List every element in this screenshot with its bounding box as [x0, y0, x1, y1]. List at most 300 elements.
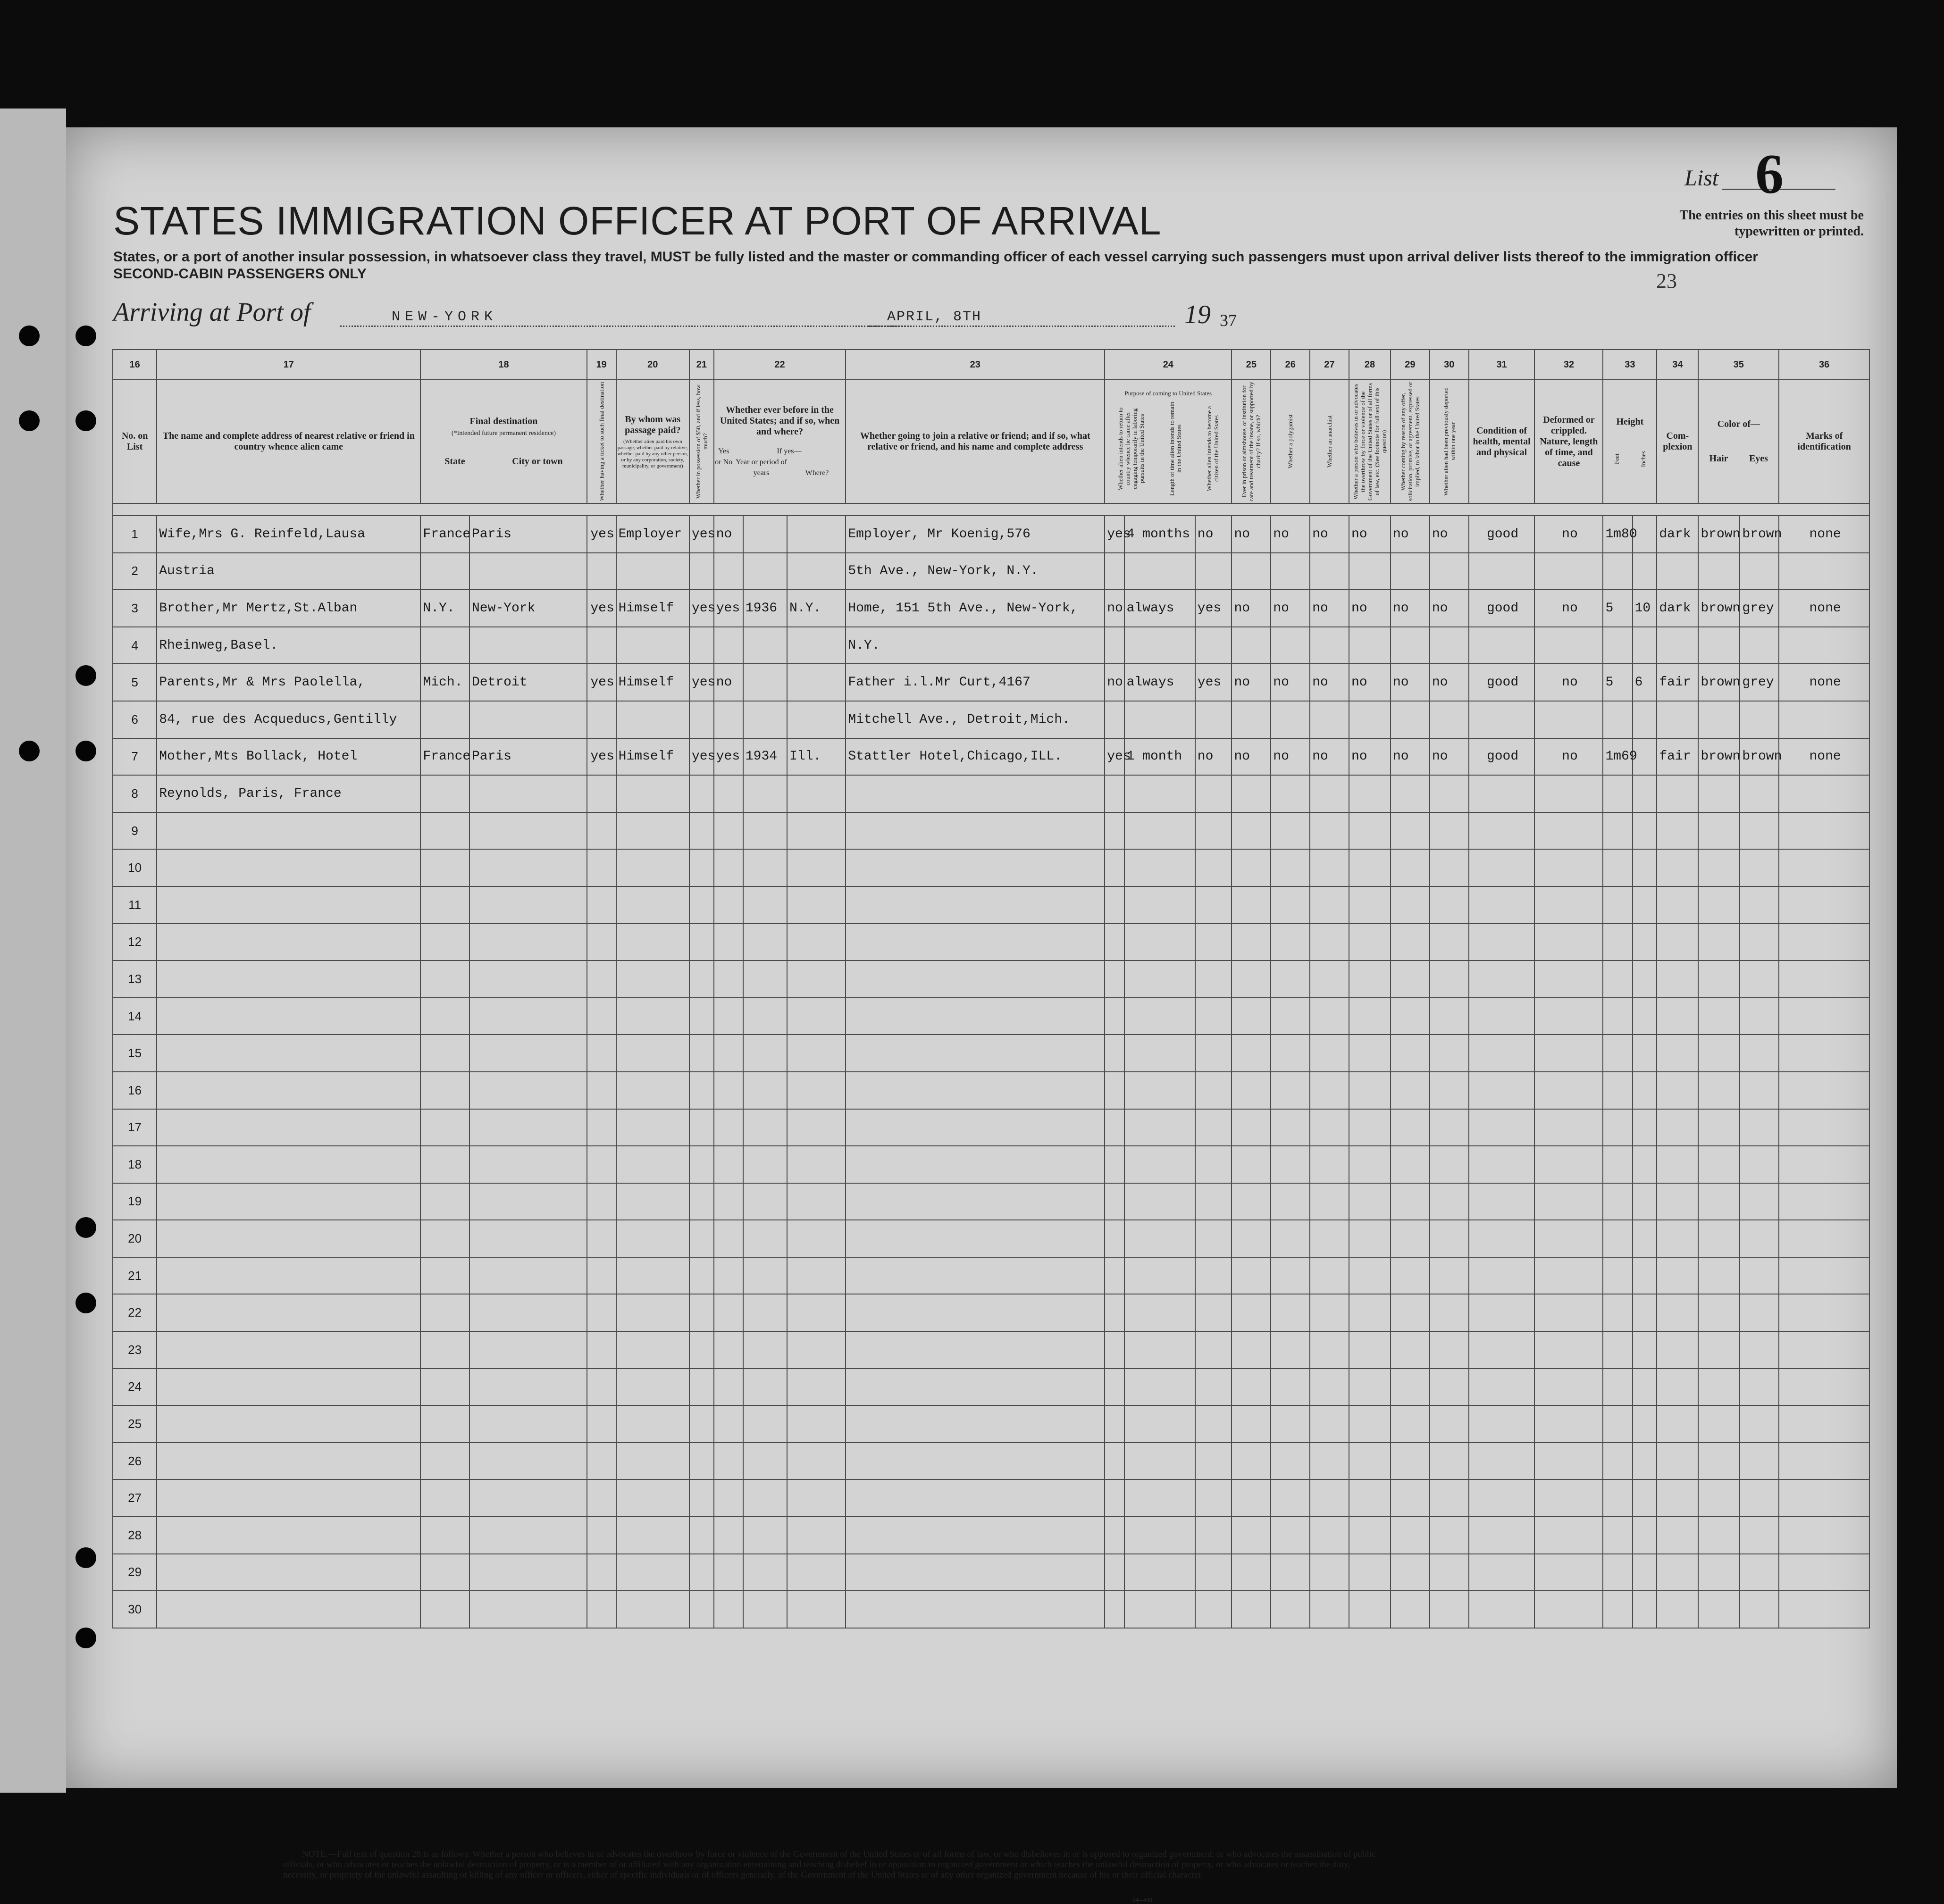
cell-joining	[846, 1035, 1105, 1072]
cell-hair: brown	[1698, 664, 1740, 701]
cell-feet	[1603, 812, 1632, 850]
colnum: 20	[616, 350, 689, 380]
cell-c26	[1271, 775, 1310, 812]
cell-city	[469, 553, 587, 590]
paid-by-note: (Whether alien paid his own passage, whether paid by relative, whether paid by any other person, or by any corporation, society, municipality, or government)	[617, 438, 688, 469]
cell-marks	[1779, 1591, 1869, 1628]
cell-c27: no	[1310, 664, 1349, 701]
cell-health: good	[1469, 664, 1535, 701]
cell-p1	[1105, 1405, 1124, 1443]
cell-where	[787, 1146, 846, 1183]
cell-money	[689, 1183, 714, 1220]
cell-p1	[1105, 1294, 1124, 1331]
cell-c25	[1232, 1294, 1271, 1331]
cell-c25	[1232, 1146, 1271, 1183]
cell-year	[743, 1109, 787, 1146]
cell-city: New-York	[469, 590, 587, 627]
colnum: 29	[1391, 350, 1430, 380]
cell-where: N.Y.	[787, 590, 846, 627]
purpose-title: Purpose of coming to United States	[1124, 389, 1212, 397]
cell-health	[1469, 812, 1535, 850]
line-number: 1	[113, 516, 157, 553]
cell-where	[787, 701, 846, 738]
cell-state	[420, 627, 469, 664]
cell-ticket: yes	[587, 738, 616, 776]
cell-c26	[1271, 1109, 1310, 1146]
cell-p3	[1195, 1294, 1232, 1331]
cell-eyes: brown	[1740, 516, 1779, 553]
cell-joining	[846, 998, 1105, 1035]
cell-c27	[1310, 1405, 1349, 1443]
cell-c28: no	[1349, 590, 1391, 627]
cell-paid-by	[616, 1294, 689, 1331]
cell-inches	[1633, 1591, 1657, 1628]
cell-state	[420, 849, 469, 886]
cell-relative: 84, rue des Acqueducs,Gentilly	[157, 701, 420, 738]
cell-p3	[1195, 1072, 1232, 1109]
if-yes-header: If yes—	[777, 447, 802, 455]
cell-inches	[1633, 1109, 1657, 1146]
cell-c30	[1430, 886, 1469, 924]
line-number: 24	[113, 1369, 157, 1406]
cell-c30	[1430, 1405, 1469, 1443]
cell-c30: no	[1430, 738, 1469, 776]
cell-where	[787, 1517, 846, 1554]
col26-header: Whether a polygamist	[1271, 380, 1310, 503]
line-number: 20	[113, 1220, 157, 1257]
cell-deformed	[1534, 1369, 1603, 1406]
cell-p1	[1105, 1479, 1124, 1517]
cell-marks	[1779, 1554, 1869, 1591]
cell-p1: no	[1105, 664, 1124, 701]
cell-health	[1469, 775, 1535, 812]
cell-c29	[1391, 1183, 1430, 1220]
cell-c28	[1349, 1369, 1391, 1406]
cell-deformed	[1534, 1405, 1603, 1443]
cell-joining: Home, 151 5th Ave., New-York,	[846, 590, 1105, 627]
cell-joining: 5th Ave., New-York, N.Y.	[846, 553, 1105, 590]
table-row	[113, 1072, 1869, 1109]
cell-ever	[714, 1146, 743, 1183]
cell-c28	[1349, 812, 1391, 850]
cell-hair	[1698, 886, 1740, 924]
cell-c27	[1310, 1257, 1349, 1294]
cell-complexion	[1657, 998, 1698, 1035]
manifest-body	[113, 503, 1869, 1628]
cell-paid-by	[616, 1183, 689, 1220]
line-number: 22	[113, 1294, 157, 1331]
cell-c30	[1430, 1294, 1469, 1331]
cell-c29	[1391, 1331, 1430, 1369]
cell-p2	[1124, 775, 1195, 812]
cell-hair	[1698, 1257, 1740, 1294]
height-title: Height	[1616, 416, 1644, 427]
cell-year	[743, 1405, 787, 1443]
cell-p1	[1105, 627, 1124, 664]
cell-c28	[1349, 1109, 1391, 1146]
cell-p2	[1124, 812, 1195, 850]
cell-where	[787, 1479, 846, 1517]
cell-p2	[1124, 1257, 1195, 1294]
cell-year	[743, 1183, 787, 1220]
cell-year	[743, 1554, 787, 1591]
cell-ticket	[587, 1072, 616, 1109]
cell-c28	[1349, 849, 1391, 886]
cell-hair	[1698, 775, 1740, 812]
cell-c29	[1391, 998, 1430, 1035]
cell-ticket: yes	[587, 516, 616, 553]
arriving-label: Arriving at Port of	[113, 298, 311, 327]
colnum: 33	[1603, 350, 1657, 380]
cell-complexion	[1657, 1072, 1698, 1109]
cell-relative	[157, 924, 420, 961]
cell-where	[787, 886, 846, 924]
cell-hair	[1698, 701, 1740, 738]
cell-ticket	[587, 1369, 616, 1406]
cell-p2	[1124, 1369, 1195, 1406]
cell-city	[469, 1035, 587, 1072]
cell-deformed	[1534, 924, 1603, 961]
cell-where: Ill.	[787, 738, 846, 776]
cell-health	[1469, 1331, 1535, 1369]
cell-c28	[1349, 1554, 1391, 1591]
cell-c25	[1232, 1443, 1271, 1480]
cell-hair	[1698, 960, 1740, 998]
year-prefix: 19	[1184, 300, 1211, 329]
cell-feet	[1603, 960, 1632, 998]
cell-health	[1469, 1220, 1535, 1257]
table-row	[113, 738, 1869, 776]
cell-c25	[1232, 1369, 1271, 1406]
cell-c25	[1232, 1257, 1271, 1294]
colnum: 23	[846, 350, 1105, 380]
cell-ever	[714, 1183, 743, 1220]
cell-health	[1469, 1072, 1535, 1109]
cell-c30	[1430, 1257, 1469, 1294]
cell-health	[1469, 960, 1535, 998]
cell-c27	[1310, 1591, 1349, 1628]
cell-p1	[1105, 1517, 1124, 1554]
footnote: NOTE.—Full text of question 28 is as follows: Whether a person who believes in or advocates the overthrow by force or violence of the Government of the United States or of all forms of law, or who disbelieves in or is opposed to organized government, or who advocates the assassination of public officials, or who advocates or teaches the unlawful destruction of property, or is a member of or affiliated with any organization entertaining and teaching disbelief in or opposition to organized government or which teaches the unlawful destruction of property, or who advocates or teaches the duty, necessity, or propriety of the unlawful assaulting or killing of any officer or officers, either of specific individuals or of officers generally, of the Government of the United States or of any other organized government because of his or their official character.	[283, 1849, 1376, 1880]
cell-c26	[1271, 924, 1310, 961]
cell-hair	[1698, 1331, 1740, 1369]
cell-inches	[1633, 1517, 1657, 1554]
cell-p3	[1195, 849, 1232, 886]
cell-inches	[1633, 960, 1657, 998]
cell-feet	[1603, 775, 1632, 812]
cell-state	[420, 1331, 469, 1369]
cell-marks	[1779, 775, 1869, 812]
cell-c26	[1271, 1331, 1310, 1369]
colnum: 16	[113, 350, 157, 380]
cell-ever	[714, 886, 743, 924]
col29-header: Whether coming by reason of any offer, solicitation, promise, or agreement, expressed or implied, to labor in the United States	[1391, 380, 1430, 503]
cell-c27	[1310, 886, 1349, 924]
line-number: 26	[113, 1443, 157, 1480]
line-number: 23	[113, 1331, 157, 1369]
cell-c27	[1310, 924, 1349, 961]
cell-state	[420, 1554, 469, 1591]
cell-year	[743, 627, 787, 664]
cell-marks	[1779, 1331, 1869, 1369]
purpose-sub3: Whether alien intends to become a citizen of the United States	[1205, 406, 1220, 491]
cell-year	[743, 1035, 787, 1072]
cell-c26	[1271, 998, 1310, 1035]
cell-where	[787, 1554, 846, 1591]
cell-eyes: brown	[1740, 738, 1779, 776]
cell-health	[1469, 998, 1535, 1035]
cell-money	[689, 775, 714, 812]
cell-paid-by	[616, 886, 689, 924]
cell-where	[787, 1591, 846, 1628]
line-number: 10	[113, 849, 157, 886]
cell-c28	[1349, 1220, 1391, 1257]
cell-feet	[1603, 627, 1632, 664]
table-row	[113, 775, 1869, 812]
colnum: 34	[1657, 350, 1698, 380]
cell-city	[469, 1517, 587, 1554]
cell-c29	[1391, 1479, 1430, 1517]
cell-relative: Brother,Mr Mertz,St.Alban	[157, 590, 420, 627]
cell-p2	[1124, 1035, 1195, 1072]
cell-inches	[1633, 701, 1657, 738]
cell-deformed	[1534, 1035, 1603, 1072]
cell-complexion	[1657, 1294, 1698, 1331]
cell-marks: none	[1779, 590, 1869, 627]
cell-relative	[157, 1072, 420, 1109]
cell-where	[787, 664, 846, 701]
cell-feet	[1603, 1220, 1632, 1257]
cell-eyes	[1740, 1554, 1779, 1591]
cell-ever	[714, 553, 743, 590]
cell-c27	[1310, 775, 1349, 812]
cell-state	[420, 1183, 469, 1220]
cell-health	[1469, 1554, 1535, 1591]
table-row	[113, 1183, 1869, 1220]
cell-relative	[157, 998, 420, 1035]
cell-inches: 6	[1633, 664, 1657, 701]
cell-state	[420, 1109, 469, 1146]
cell-c30: no	[1430, 590, 1469, 627]
cell-complexion	[1657, 627, 1698, 664]
cell-c25	[1232, 1220, 1271, 1257]
cell-year	[743, 553, 787, 590]
table-row	[113, 1257, 1869, 1294]
cell-health	[1469, 627, 1535, 664]
cell-marks	[1779, 1072, 1869, 1109]
cell-hair	[1698, 553, 1740, 590]
cell-c27: no	[1310, 590, 1349, 627]
cell-ever	[714, 1369, 743, 1406]
cell-c26	[1271, 849, 1310, 886]
cell-p3	[1195, 1517, 1232, 1554]
cell-marks	[1779, 1443, 1869, 1480]
cell-c27: no	[1310, 516, 1349, 553]
cell-p2	[1124, 1331, 1195, 1369]
cell-c27	[1310, 1035, 1349, 1072]
cell-c28	[1349, 1294, 1391, 1331]
cell-ticket	[587, 1591, 616, 1628]
line-number: 4	[113, 627, 157, 664]
height-header	[1603, 380, 1657, 503]
cell-city	[469, 1369, 587, 1406]
complexion-header: Com-plexion	[1657, 380, 1698, 503]
cell-where	[787, 998, 846, 1035]
cell-complexion	[1657, 1257, 1698, 1294]
cell-c26	[1271, 1035, 1310, 1072]
ticket-header: Whether having a ticket to such final destination	[587, 380, 616, 503]
cell-eyes	[1740, 553, 1779, 590]
cell-complexion	[1657, 924, 1698, 961]
cell-p2	[1124, 849, 1195, 886]
cell-city	[469, 960, 587, 998]
cell-c25	[1232, 849, 1271, 886]
cell-c29	[1391, 1369, 1430, 1406]
cell-city: Paris	[469, 516, 587, 553]
cell-inches	[1633, 1405, 1657, 1443]
cell-ticket	[587, 1109, 616, 1146]
cell-complexion: fair	[1657, 738, 1698, 776]
cell-where	[787, 812, 846, 850]
cell-p2: always	[1124, 664, 1195, 701]
binder-hole	[19, 741, 40, 761]
cell-c26	[1271, 960, 1310, 998]
cell-eyes	[1740, 1109, 1779, 1146]
colnum: 25	[1232, 350, 1271, 380]
cell-eyes: grey	[1740, 590, 1779, 627]
cell-where	[787, 849, 846, 886]
cell-feet	[1603, 886, 1632, 924]
cell-state	[420, 886, 469, 924]
table-row	[113, 1443, 1869, 1480]
cell-money: yes	[689, 664, 714, 701]
cell-c25	[1232, 1591, 1271, 1628]
cell-joining: Employer, Mr Koenig,576	[846, 516, 1105, 553]
cell-c25: no	[1232, 590, 1271, 627]
cell-complexion	[1657, 1331, 1698, 1369]
cell-inches	[1633, 849, 1657, 886]
cell-inches	[1633, 1146, 1657, 1183]
cell-joining	[846, 849, 1105, 886]
cell-p1	[1105, 1035, 1124, 1072]
cell-feet	[1603, 1072, 1632, 1109]
cell-money	[689, 1294, 714, 1331]
instruction-text: States, or a port of another insular possession, in whatsoever class they travel, MUST be fully listed and the master or commanding officer of each vessel carrying such passengers must upon arrival deliver lists thereof to the immigration officer	[113, 249, 1758, 265]
cell-c30	[1430, 1517, 1469, 1554]
cell-where	[787, 775, 846, 812]
cell-p1	[1105, 775, 1124, 812]
line-number: 14	[113, 998, 157, 1035]
cell-c30	[1430, 553, 1469, 590]
cell-relative	[157, 1517, 420, 1554]
cell-state	[420, 1405, 469, 1443]
cell-deformed	[1534, 1146, 1603, 1183]
cell-joining	[846, 1443, 1105, 1480]
cell-health	[1469, 1257, 1535, 1294]
cell-ever	[714, 1554, 743, 1591]
final-destination-note: (*Intended future permanent residence)	[451, 430, 556, 437]
cell-state	[420, 812, 469, 850]
cell-c30	[1430, 627, 1469, 664]
cell-relative: Austria	[157, 553, 420, 590]
cell-hair	[1698, 1294, 1740, 1331]
cell-p1: no	[1105, 590, 1124, 627]
cell-p2	[1124, 886, 1195, 924]
cell-eyes	[1740, 1294, 1779, 1331]
cell-money	[689, 1035, 714, 1072]
manifest-sheet	[66, 127, 1897, 1903]
cell-complexion	[1657, 1405, 1698, 1443]
cell-p3	[1195, 1183, 1232, 1220]
cell-paid-by: Himself	[616, 664, 689, 701]
cell-p2	[1124, 960, 1195, 998]
cell-ever	[714, 1405, 743, 1443]
cell-p3	[1195, 1443, 1232, 1480]
cell-ticket	[587, 553, 616, 590]
cell-relative	[157, 849, 420, 886]
cell-where	[787, 960, 846, 998]
cell-p2	[1124, 1405, 1195, 1443]
cell-deformed	[1534, 701, 1603, 738]
cell-c26	[1271, 1517, 1310, 1554]
cell-inches	[1633, 627, 1657, 664]
cell-health	[1469, 1146, 1535, 1183]
cell-ever	[714, 775, 743, 812]
cell-joining	[846, 1294, 1105, 1331]
color-of-title: Color of—	[1717, 419, 1760, 429]
cell-money	[689, 849, 714, 886]
table-row	[113, 590, 1869, 627]
cell-city	[469, 1183, 587, 1220]
cell-complexion	[1657, 553, 1698, 590]
cell-ever	[714, 849, 743, 886]
sheet-number: 23	[1656, 269, 1677, 292]
cell-year	[743, 849, 787, 886]
cell-city	[469, 1146, 587, 1183]
cell-c29	[1391, 886, 1430, 924]
cell-money: yes	[689, 738, 714, 776]
cell-p3	[1195, 1220, 1232, 1257]
cell-health: good	[1469, 590, 1535, 627]
cell-state	[420, 1479, 469, 1517]
cell-complexion: dark	[1657, 590, 1698, 627]
cell-paid-by	[616, 1072, 689, 1109]
cell-ticket	[587, 1554, 616, 1591]
cell-year	[743, 664, 787, 701]
cell-joining	[846, 1554, 1105, 1591]
cell-c29: no	[1391, 664, 1430, 701]
cell-city	[469, 924, 587, 961]
cell-eyes	[1740, 924, 1779, 961]
cell-city	[469, 1591, 587, 1628]
table-row	[113, 1517, 1869, 1554]
cell-ticket	[587, 1146, 616, 1183]
cell-paid-by	[616, 627, 689, 664]
cell-feet: 1m80	[1603, 516, 1632, 553]
cell-c26: no	[1271, 738, 1310, 776]
cell-hair: brown	[1698, 516, 1740, 553]
cell-relative	[157, 1294, 420, 1331]
cell-ticket	[587, 1183, 616, 1220]
purpose-sub1: Whether alien intends to return to country whence he came after engaging temporarily in laboring pursuits in the United States	[1116, 407, 1145, 490]
cell-joining	[846, 1331, 1105, 1369]
cell-money	[689, 1369, 714, 1406]
cell-health	[1469, 1517, 1535, 1554]
cell-c26	[1271, 1479, 1310, 1517]
cell-marks	[1779, 1479, 1869, 1517]
cell-state	[420, 1443, 469, 1480]
cell-deformed	[1534, 960, 1603, 998]
